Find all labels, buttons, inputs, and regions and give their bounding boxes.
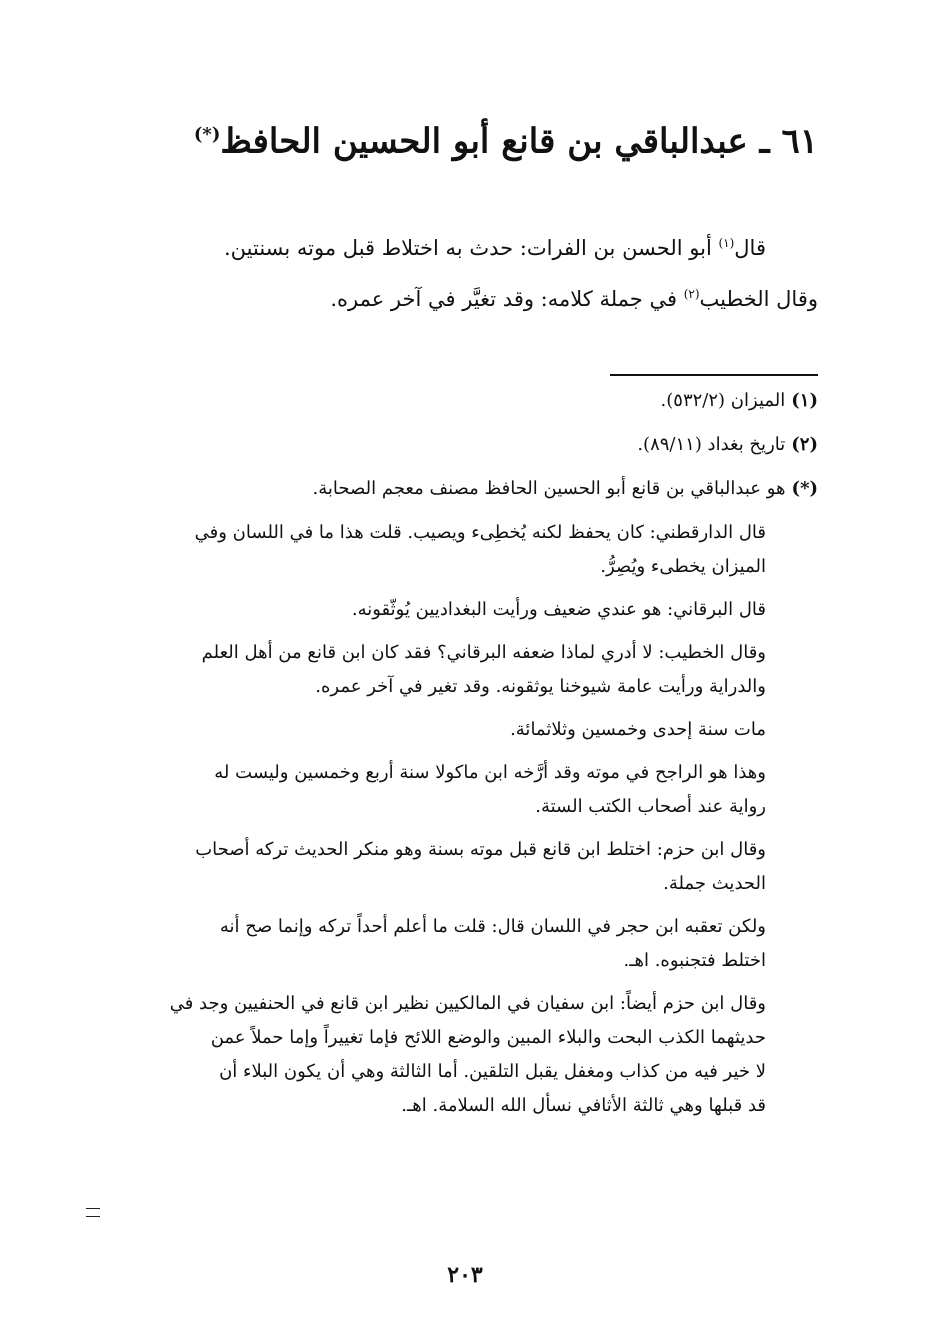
note-paragraph: وقال ابن حزم: اختلط ابن قانع قبل موته بسنة وهو منكر الحديث تركه أصحاب الحديث جملة.	[195, 839, 766, 894]
note-paragraph: ولكن تعقبه ابن حجر في اللسان قال: قلت ما أعلم أحداً تركه وإنما صح أنه اختلط فتجنبوه. اهـ.	[219, 916, 766, 971]
main-text	[118, 220, 818, 322]
entry-heading	[178, 112, 818, 164]
footnote-star-details	[108, 516, 818, 1123]
note-paragraph: وهذا هو الراجح في موته وقد أرَّخه ابن ماكولا سنة أربع وخمسين وليست له رواية عند أصحاب الكتب الستة.	[214, 762, 766, 817]
page-number: ٢٠٣	[447, 1262, 483, 1288]
note-paragraph: وقال الخطيب: لا أدري لماذا ضعفه البرقاني؟ فقد كان ابن قانع من أهل العلم والدراية ورأيت عامة شيوخنا يوثقونه. وقد تغير في آخر عمره.	[201, 642, 766, 697]
footnote-2: (٢)تاريخ بغداد (٨٩/١١).	[637, 434, 818, 455]
note-paragraph: قال البرقاني: هو عندي ضعيف ورأيت البغداديين يُوثّقونه.	[351, 599, 766, 620]
heading-dash: ـ	[759, 121, 770, 162]
note-paragraph: قال الدارقطني: كان يحفظ لكنه يُخطِىء ويصيب. قلت هذا ما في اللسان وفي الميزان يخطىء ويُصِرُّ.	[194, 522, 766, 577]
footnote-ref-2: (٢)	[683, 287, 700, 301]
note-paragraph: مات سنة إحدى وخمسين وثلاثمائة.	[510, 719, 766, 740]
footnotes	[108, 384, 818, 1132]
main-text-line-1: قال$^{(١)}$ أبو الحسن بن الفرات: حدث به اختلاط قبل موته بسنتين.	[224, 236, 766, 260]
main-text-line-2: وقال الخطيب$^{(٢)}$ في جملة كلامه: وقد تغيَّر في آخر عمره.	[330, 287, 818, 311]
footnote-ref-1: (١)	[718, 236, 735, 250]
footnote-1: (١)الميزان (٥٣٢/٢).	[660, 390, 818, 411]
footnote-star: (*)هو عبدالباقي بن قانع أبو الحسين الحافظ مصنف معجم الصحابة.	[312, 478, 818, 499]
entry-number: ٦١	[781, 121, 818, 162]
continuation-mark	[86, 1208, 100, 1217]
footnote-separator	[610, 374, 818, 376]
heading-footnote-marker: (*)	[193, 124, 221, 145]
entry-title: عبدالباقي بن قانع أبو الحسين الحافظ	[220, 121, 748, 162]
note-paragraph: وقال ابن حزم أيضاً: ابن سفيان في المالكيين نظير ابن قانع في الحنفيين وجد في حديثهما الكذب البحت والبلاء المبين والوضع اللائح فإما تغييراً وإما حملاً عمن لا خير فيه من كذاب ومغفل يقبل التلقين. أما الثالثة وهي أن يكون البلاء أن قد قبلها وهي ثالثة الأثافي نسأل الله السلامة. اهـ.	[169, 993, 766, 1116]
